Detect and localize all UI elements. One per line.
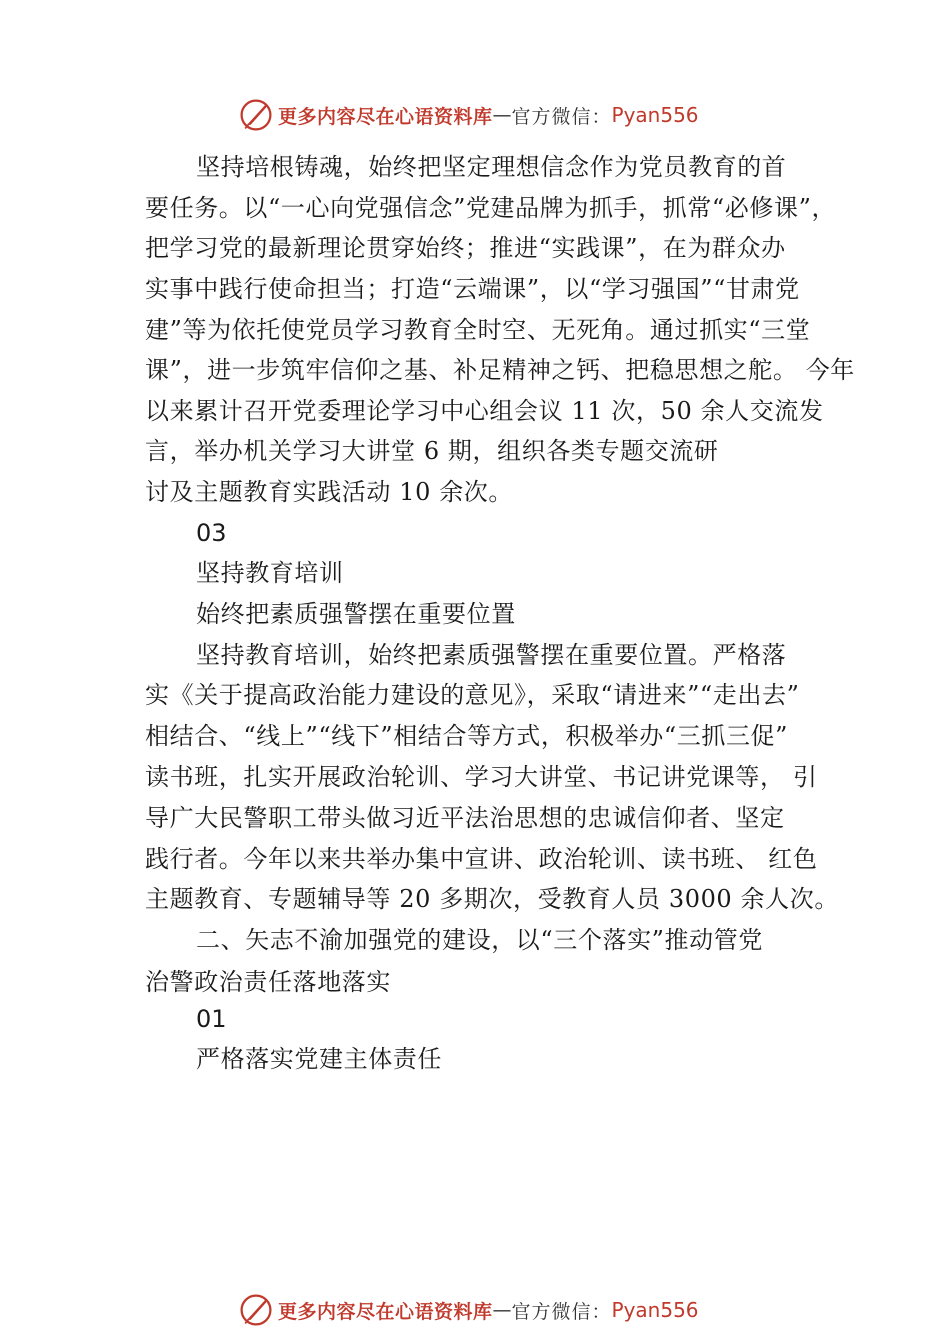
para1-line-2: 要任务。以“一心向党强信念”党建品牌为抓手，抓常“必修课”， [145,194,837,222]
section-number-03: 03 [196,519,227,547]
para1-line-5: 建”等为依托使党员学习教育全时空、无死角。通过抓实“三堂 [145,316,811,344]
watermark-wechat-label: 官方微信： [511,105,612,128]
watermark-wechat-id: Pyan556 [611,1298,699,1322]
heading2-line-2: 治警政治责任落地落实 [145,968,391,996]
section-01-title: 严格落实党建主体责任 [196,1045,442,1073]
para2-line-5: 导广大民警职工带头做习近平法治思想的忠诚信仰者、坚定 [145,804,785,832]
watermark-separator: — [492,1299,512,1321]
para1-line-1: 坚持培根铸魂，始终把坚定理想信念作为党员教育的首 [196,153,787,181]
para1-line-4: 实事中践行使命担当；打造“云端课”，以“学习强国”“甘肃党 [145,275,800,303]
watermark-brand: 更多内容尽在心语资料库 [278,105,493,128]
watermark-brand: 更多内容尽在心语资料库 [278,1300,493,1323]
para1-line-9: 讨及主题教育实践活动 10 余次。 [145,478,513,506]
para1-line-7: 以来累计召开党委理论学习中心组会议 11 次，50 余人交流发 [145,397,824,425]
quill-pen-icon [238,97,274,133]
para2-line-4: 读书班，扎实开展政治轮训、学习大讲堂、书记讲党课等， 引 [145,763,818,791]
para1-line-3: 把学习党的最新理论贯穿始终；推进“实践课”，在为群众办 [145,234,786,262]
watermark-wechat-id: Pyan556 [611,103,699,127]
para2-line-7: 主题教育、专题辅导等 20 多期次，受教育人员 3000 余人次。 [145,885,839,913]
section-03-title: 坚持教育培训 [196,559,344,587]
watermark-banner-top [238,95,699,135]
watermark-banner-bottom [238,1290,699,1330]
heading2-line-1: 二、矢志不渝加强党的建设，以“三个落实”推动管党 [196,926,763,954]
para2-line-2: 实《关于提高政治能力建设的意见》，采取“请进来”“走出去” [145,681,800,709]
para1-line-6: 课”，进一步筑牢信仰之基、补足精神之钙、把稳思想之舵。 今年 [145,356,855,384]
para2-line-1: 坚持教育培训，始终把素质强警摆在重要位置。严格落 [196,641,787,669]
section-number-01: 01 [196,1005,227,1033]
section-03-subtitle: 始终把素质强警摆在重要位置 [196,600,516,628]
watermark-wechat-label: 官方微信： [511,1300,612,1323]
watermark-separator: — [492,104,512,126]
para2-line-6: 践行者。今年以来共举办集中宣讲、政治轮训、读书班、 红色 [145,845,818,873]
para1-line-8: 言，举办机关学习大讲堂 6 期，组织各类专题交流研 [145,437,719,465]
quill-pen-icon [238,1292,274,1328]
para2-line-3: 相结合、“线上”“线下”相结合等方式，积极举办“三抓三促” [145,722,789,750]
